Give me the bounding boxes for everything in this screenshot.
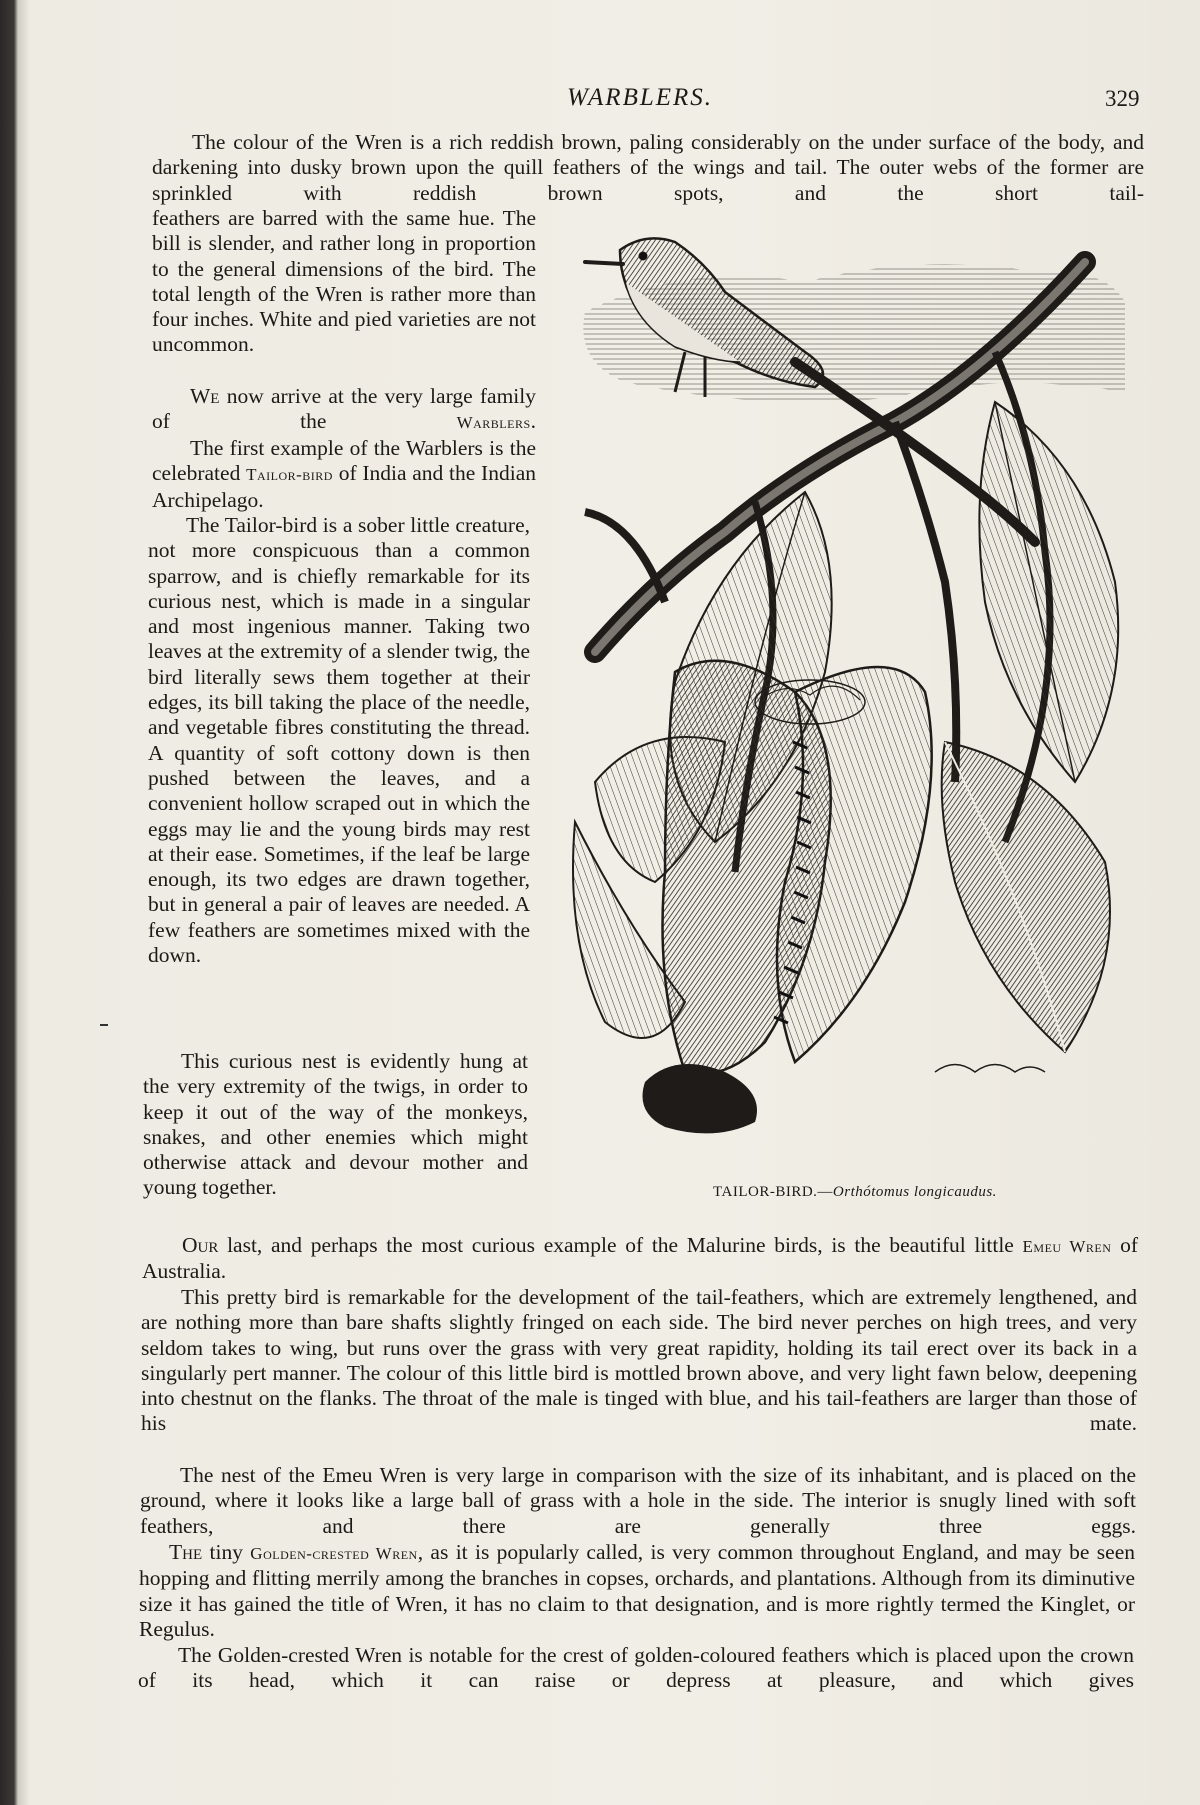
tailor-bird-engraving: [565, 222, 1145, 1172]
paragraph-emeu-wren-intro: [142, 1233, 1138, 1285]
paragraph-tailor-bird-example: [152, 436, 536, 513]
nest-base: [643, 1064, 758, 1133]
text-run: , as it is popularly called, is very common throughout England, and may be seen hopping and flitting merrily among the branches in copses, orchards, and plantations. Although from its diminutive size it has gained the title of Wren, it has no claim to that designation, and is more rightly termed the Kinglet, or Regulus.: [139, 1540, 1135, 1641]
lead-word: We: [190, 384, 220, 408]
page-number: 329: [1105, 86, 1140, 111]
engraver-signature: [935, 1065, 1045, 1073]
small-caps-term: Tailor-bird: [246, 465, 333, 485]
text-run: tiny: [202, 1540, 251, 1564]
paragraph-wren-colour: The colour of the Wren is a rich reddish brown, paling considerably on the under surface of the body, and darkening into dusky brown upon the quill feathers of the wings and tail. The outer webs of the former are sprinkled with reddish brown spots, and the short tail-: [152, 130, 1144, 205]
paragraph-golden-crest: The Golden-crested Wren is notable for the crest of golden-coloured feathers which is placed upon the crown of its head, which it can raise or depress at pleasure, and which gives: [138, 1643, 1134, 1693]
figure-caption: [565, 1184, 1145, 1201]
small-caps-term: Emeu Wren: [1022, 1237, 1112, 1256]
paragraph-nest-location: This curious nest is evidently hung at the very extremity of the twigs, in order to keep it out of the way of the monkeys, snakes, and other enemies which might otherwise attack and devour mother and young together.: [143, 1049, 528, 1200]
paragraph-golden-crested-wren: [139, 1540, 1135, 1642]
text-run: .: [530, 409, 536, 434]
text-run: The first example of the Warblers is the celebrated: [152, 436, 536, 486]
text-run: of Australia.: [142, 1233, 1138, 1284]
text-run: last, and perhaps the most curious example of the Malurine birds, is the beautiful little: [218, 1233, 1023, 1257]
margin-mark: [100, 1024, 108, 1026]
text-run: now arrive at the very large family of the: [152, 384, 536, 434]
text-run: of India and the Indian Archipelago.: [152, 461, 536, 512]
paragraph-tailor-bird-nest: The Tailor-bird is a sober little creature, not more conspicuous than a common sparrow, and is chiefly remarkable for its curious nest, which is made in a singular and most ingenious manner. Taking two leaves at the extremity of a slender twig, the bird literally sews them together at their edges, its bill taking the place of the needle, and vegetable fibres constituting the thread. A quantity of soft cottony down is then pushed between the leaves, and a convenient hollow scraped out in which the eggs may lie and the young birds may rest at their ease. Sometimes, if the leaf be large enough, its two edges are drawn together, but in general a pair of leaves are needed. A few feathers are sometimes mixed with the down.: [148, 513, 530, 968]
leaf: [979, 402, 1118, 782]
caption-separator: —: [817, 1184, 833, 1200]
paragraph-wren-colour-cont: feathers are barred with the same hue. The bill is slender, and rather long in proportion to the general dimensions of the bird. The total length of the Wren is rather more than four inches. White and pied varieties are not uncommon.: [152, 206, 536, 357]
caption-latin-name: Orthótomus longicaudus.: [832, 1184, 997, 1200]
paragraph-emeu-wren-description: This pretty bird is remarkable for the development of the tail-feathers, which are extremely lengthened, and are nothing more than bare shafts slightly fringed on each side. The bird never perches on high trees, and very seldom takes to wing, but runs over the grass with very great rapidity, holding its tail erect over its back in a singularly pert manner. The colour of this little bird is mottled brown above, and very light fawn below, deepening into chestnut on the flanks. The throat of the male is tinged with blue, and his tail-feathers are larger than those of his mate.: [141, 1285, 1137, 1436]
paragraph-emeu-wren-nest: The nest of the Emeu Wren is very large in comparison with the size of its inhabitant, and is placed on the ground, where it looks like a large ball of grass with a hole in the side. The interior is snugly lined with soft feathers, and there are generally three eggs.: [140, 1463, 1136, 1538]
caption-name: TAILOR-BIRD.: [713, 1184, 818, 1200]
running-header-title: WARBLERS.: [566, 84, 714, 111]
paragraph-warblers-intro: [152, 384, 536, 436]
lead-word: The: [169, 1540, 203, 1564]
small-caps-term: Warblers: [456, 413, 531, 433]
small-caps-term: Golden-crested Wren: [250, 1544, 418, 1563]
lead-word: Our: [182, 1233, 219, 1257]
nest-leaf: [777, 667, 932, 1062]
